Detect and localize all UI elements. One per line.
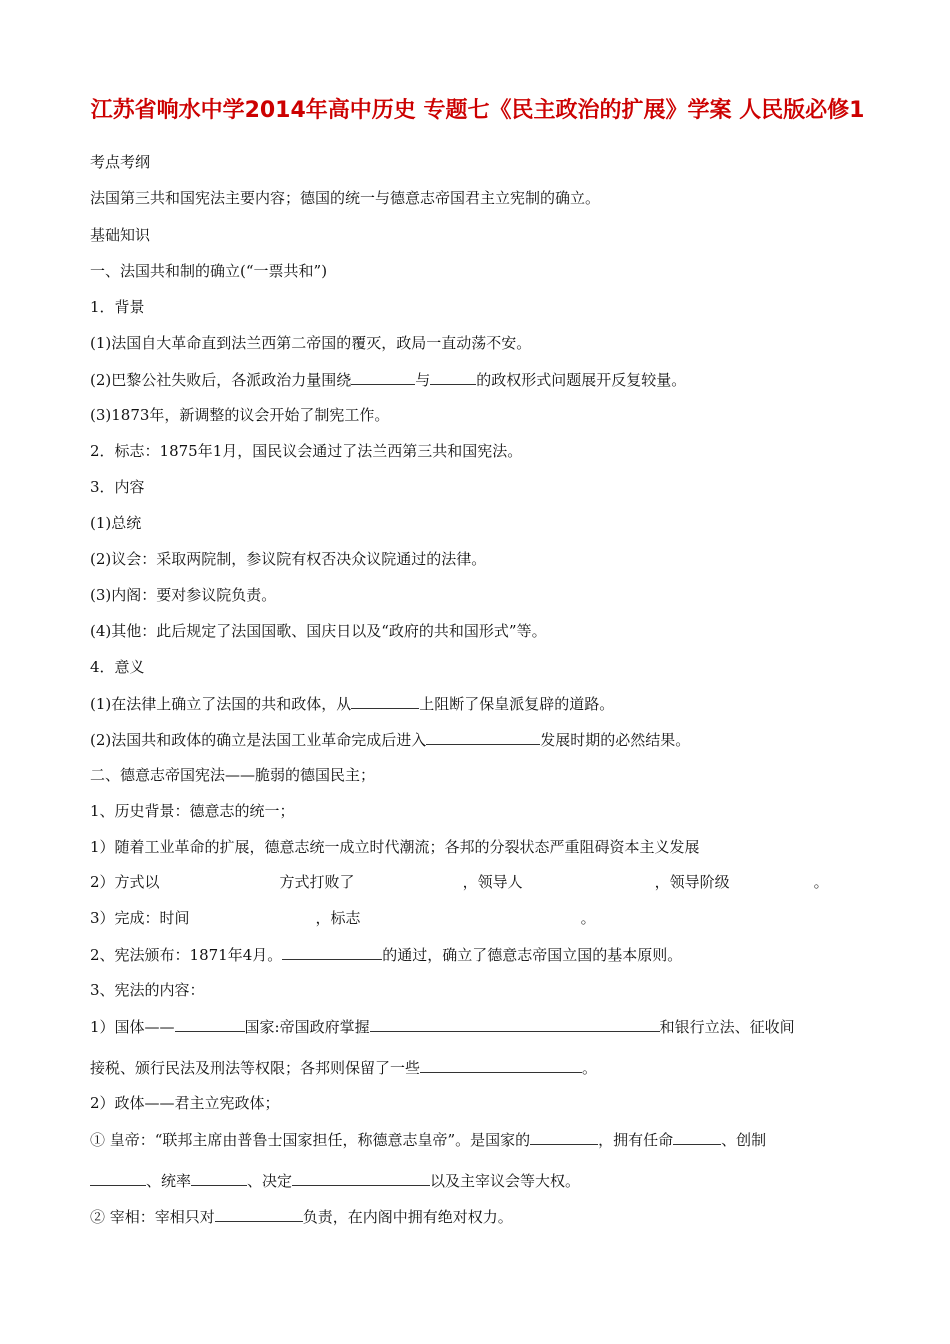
text-segment: (2)法国共和政体的确立是法国工业革命完成后进入	[90, 731, 427, 749]
subheading-content: 3．内容	[90, 478, 145, 496]
answer-blank[interactable]	[175, 1016, 245, 1032]
answer-blank[interactable]	[430, 369, 476, 385]
text-line: 2．标志：1875年1月，国民议会通过了法兰西第三共和国宪法。	[90, 442, 523, 460]
answer-blank[interactable]	[215, 1206, 303, 1222]
answer-blank[interactable]	[426, 729, 540, 745]
text-segment: (1)在法律上确立了法国的共和政体，从	[90, 695, 352, 713]
fill-line	[90, 1170, 580, 1191]
text-segment: 的政权形式问题展开反复较量。	[476, 371, 687, 389]
text-line: 2）政体——君主立宪政体；	[90, 1094, 280, 1112]
paragraph-outline: 法国第三共和国宪法主要内容；德国的统一与德意志帝国君主立宪制的确立。	[90, 189, 601, 207]
text-segment: ，拥有任命	[598, 1131, 674, 1149]
text-segment: 。	[813, 873, 829, 891]
fill-line	[90, 872, 829, 892]
fill-line	[90, 1057, 597, 1078]
text-segment: 上阻断了保皇派复辟的道路。	[419, 695, 615, 713]
answer-blank[interactable]	[90, 1170, 146, 1186]
answer-blank[interactable]	[351, 369, 415, 385]
text-line: 1、历史背景：德意志的统一；	[90, 802, 295, 820]
fill-line	[90, 729, 690, 750]
text-segment: 、统率	[146, 1172, 192, 1190]
text-segment: 、决定	[247, 1172, 293, 1190]
section-heading-1: 一、法国共和制的确立(“一票共和”)	[90, 262, 328, 280]
answer-blank[interactable]	[530, 1129, 598, 1145]
text-line: 3、宪法的内容：	[90, 981, 205, 999]
text-segment: 3）完成：时间	[90, 909, 190, 927]
fill-line	[90, 908, 596, 928]
text-line: (2)议会：采取两院制，参议院有权否决众议院通过的法律。	[90, 550, 487, 568]
text-segment: 负责，在内阁中拥有绝对权力。	[302, 1208, 513, 1226]
fill-line	[90, 1016, 795, 1037]
text-line: (4)其他：此后规定了法国国歌、国庆日以及“政府的共和国形式”等。	[90, 622, 547, 640]
text-segment: 。	[580, 909, 596, 927]
text-line: (1)法国自大革命直到法兰西第二帝国的覆灭，政局一直动荡不安。	[90, 334, 532, 352]
text-segment: 2、宪法颁布：1871年4月。	[90, 946, 283, 964]
text-segment: ，标志	[315, 909, 361, 927]
text-segment: ① 皇帝：“联邦主席由普鲁士国家担任，称德意志皇帝”。是国家的	[90, 1131, 531, 1149]
text-segment: ② 宰相：宰相只对	[90, 1208, 215, 1226]
answer-blank[interactable]	[420, 1057, 582, 1073]
text-segment: 、创制	[721, 1131, 767, 1149]
text-segment: 2）方式以	[90, 873, 160, 891]
answer-blank[interactable]	[351, 693, 419, 709]
fill-line	[90, 944, 682, 965]
answer-blank[interactable]	[282, 944, 382, 960]
text-segment: 方式打败了	[279, 873, 355, 891]
text-segment: 以及主宰议会等大权。	[430, 1172, 581, 1190]
answer-blank[interactable]	[191, 1170, 247, 1186]
text-segment: 的通过，确立了德意志帝国立国的基本原则。	[382, 946, 683, 964]
text-segment: ，领导人	[462, 873, 523, 891]
text-segment: 。	[582, 1059, 598, 1077]
fill-line	[90, 1206, 513, 1227]
text-segment: ，领导阶级	[654, 873, 730, 891]
text-segment: 与	[415, 371, 431, 389]
text-segment: 发展时期的必然结果。	[540, 731, 691, 749]
fill-line	[90, 369, 686, 390]
answer-blank[interactable]	[292, 1170, 430, 1186]
text-segment: 接税、颁行民法及刑法等权限；各邦则保留了一些	[90, 1059, 421, 1077]
heading-jichu: 基础知识	[90, 226, 151, 244]
subheading-significance: 4．意义	[90, 658, 145, 676]
document-title: 江苏省响水中学2014年高中历史 专题七《民主政治的扩展》学案 人民版必修1	[90, 98, 865, 123]
text-segment: 国家:帝国政府掌握	[244, 1018, 370, 1036]
text-segment: (2)巴黎公社失败后，各派政治力量围绕	[90, 371, 352, 389]
answer-blank[interactable]	[673, 1129, 721, 1145]
fill-line	[90, 693, 614, 714]
text-line: (3)内阁：要对参议院负责。	[90, 586, 277, 604]
text-segment: 和银行立法、征收间	[659, 1018, 795, 1036]
section-heading-2: 二、德意志帝国宪法——脆弱的德国民主；	[90, 766, 376, 784]
heading-kaodian: 考点考纲	[90, 153, 151, 171]
text-line: (3)1873年，新调整的议会开始了制宪工作。	[90, 406, 390, 424]
answer-blank[interactable]	[370, 1016, 660, 1032]
fill-line	[90, 1129, 766, 1150]
text-segment: 1）国体——	[90, 1018, 175, 1036]
subheading-background: 1．背景	[90, 298, 145, 316]
text-line: (1)总统	[90, 514, 142, 532]
text-line: 1）随着工业革命的扩展，德意志统一成立时代潮流；各邦的分裂状态严重阻碍资本主义发展	[90, 838, 700, 856]
